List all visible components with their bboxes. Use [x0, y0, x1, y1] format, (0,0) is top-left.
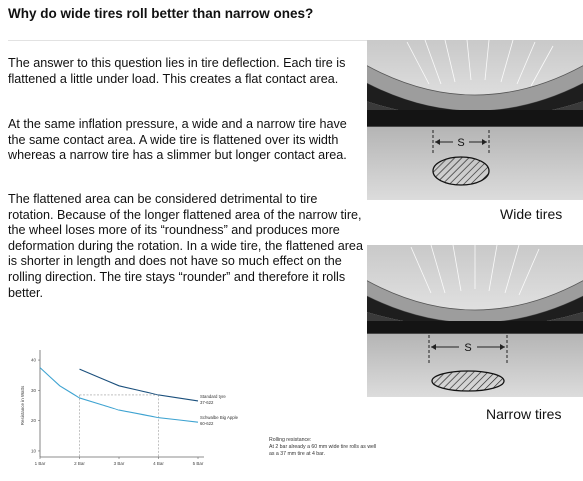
paragraph-contact-area: At the same inflation pressure, a wide and a narrow tire have the same contact area. A wide tire is flattened over its width whereas a narrow tire has a slimmer but longer contact area. [8, 117, 347, 163]
note-title: Rolling resistance: [269, 437, 312, 443]
wide-tires-caption: Wide tires [500, 206, 563, 222]
paragraph-intro: The answer to this question lies in tire deflection. Each tire is flattened a little under load. This creates a flat contact area. [8, 56, 346, 86]
y-tick-label: 30 [30, 387, 36, 393]
chart-guides [80, 395, 159, 457]
narrow-tire-illustration [367, 245, 583, 397]
y-tick-label: 20 [30, 418, 36, 424]
x-tick-label: 1 Bar [34, 461, 46, 466]
wide-s-label: S [457, 137, 465, 149]
y-tick-label: 10 [30, 448, 36, 454]
page-title: Why do wide tires roll better than narrow ones? [8, 6, 314, 21]
series-standard-tyre-label: Standard tyre [200, 393, 226, 399]
series-big-apple-code: 60-622 [200, 421, 214, 427]
x-tick-label: 4 Bar [153, 461, 164, 466]
note-text: At 2 bar already a 60 mm wide tire rolls as well as a 37 mm tire at 4 bar. [269, 444, 377, 457]
x-tick-label: 2 Bar [74, 461, 85, 466]
chart-axes [38, 350, 204, 459]
series-standard-tyre-code: 37-622 [200, 399, 214, 405]
narrow-tires-caption: Narrow tires [486, 406, 562, 422]
wide-tire-illustration [367, 40, 583, 200]
series-standard-tyre [80, 369, 199, 401]
rolling-resistance-chart [18, 340, 268, 468]
x-tick-label: 5 Bar [192, 461, 204, 466]
y-tick-label: 40 [30, 357, 36, 363]
paragraph-roundness: The flattened area can be considered detrimental to tire rotation. Because of the longer flattened area of the narrow tire, the wheel loses more of its “roundness” and produces more deformation during the rotation. In a wide tire, the flattened area is shorter in length and does not have so much effect on the rolling direction. The tire stays “rounder” and therefore it rolls better. [8, 192, 363, 300]
narrow-s-label: S [464, 342, 472, 354]
rolling-resistance-note [269, 437, 379, 458]
x-tick-label: 3 Bar [113, 461, 125, 466]
y-axis-label: Resistance in Watts [20, 385, 25, 426]
series-big-apple-label: Schwalbe Big Apple [200, 415, 238, 421]
